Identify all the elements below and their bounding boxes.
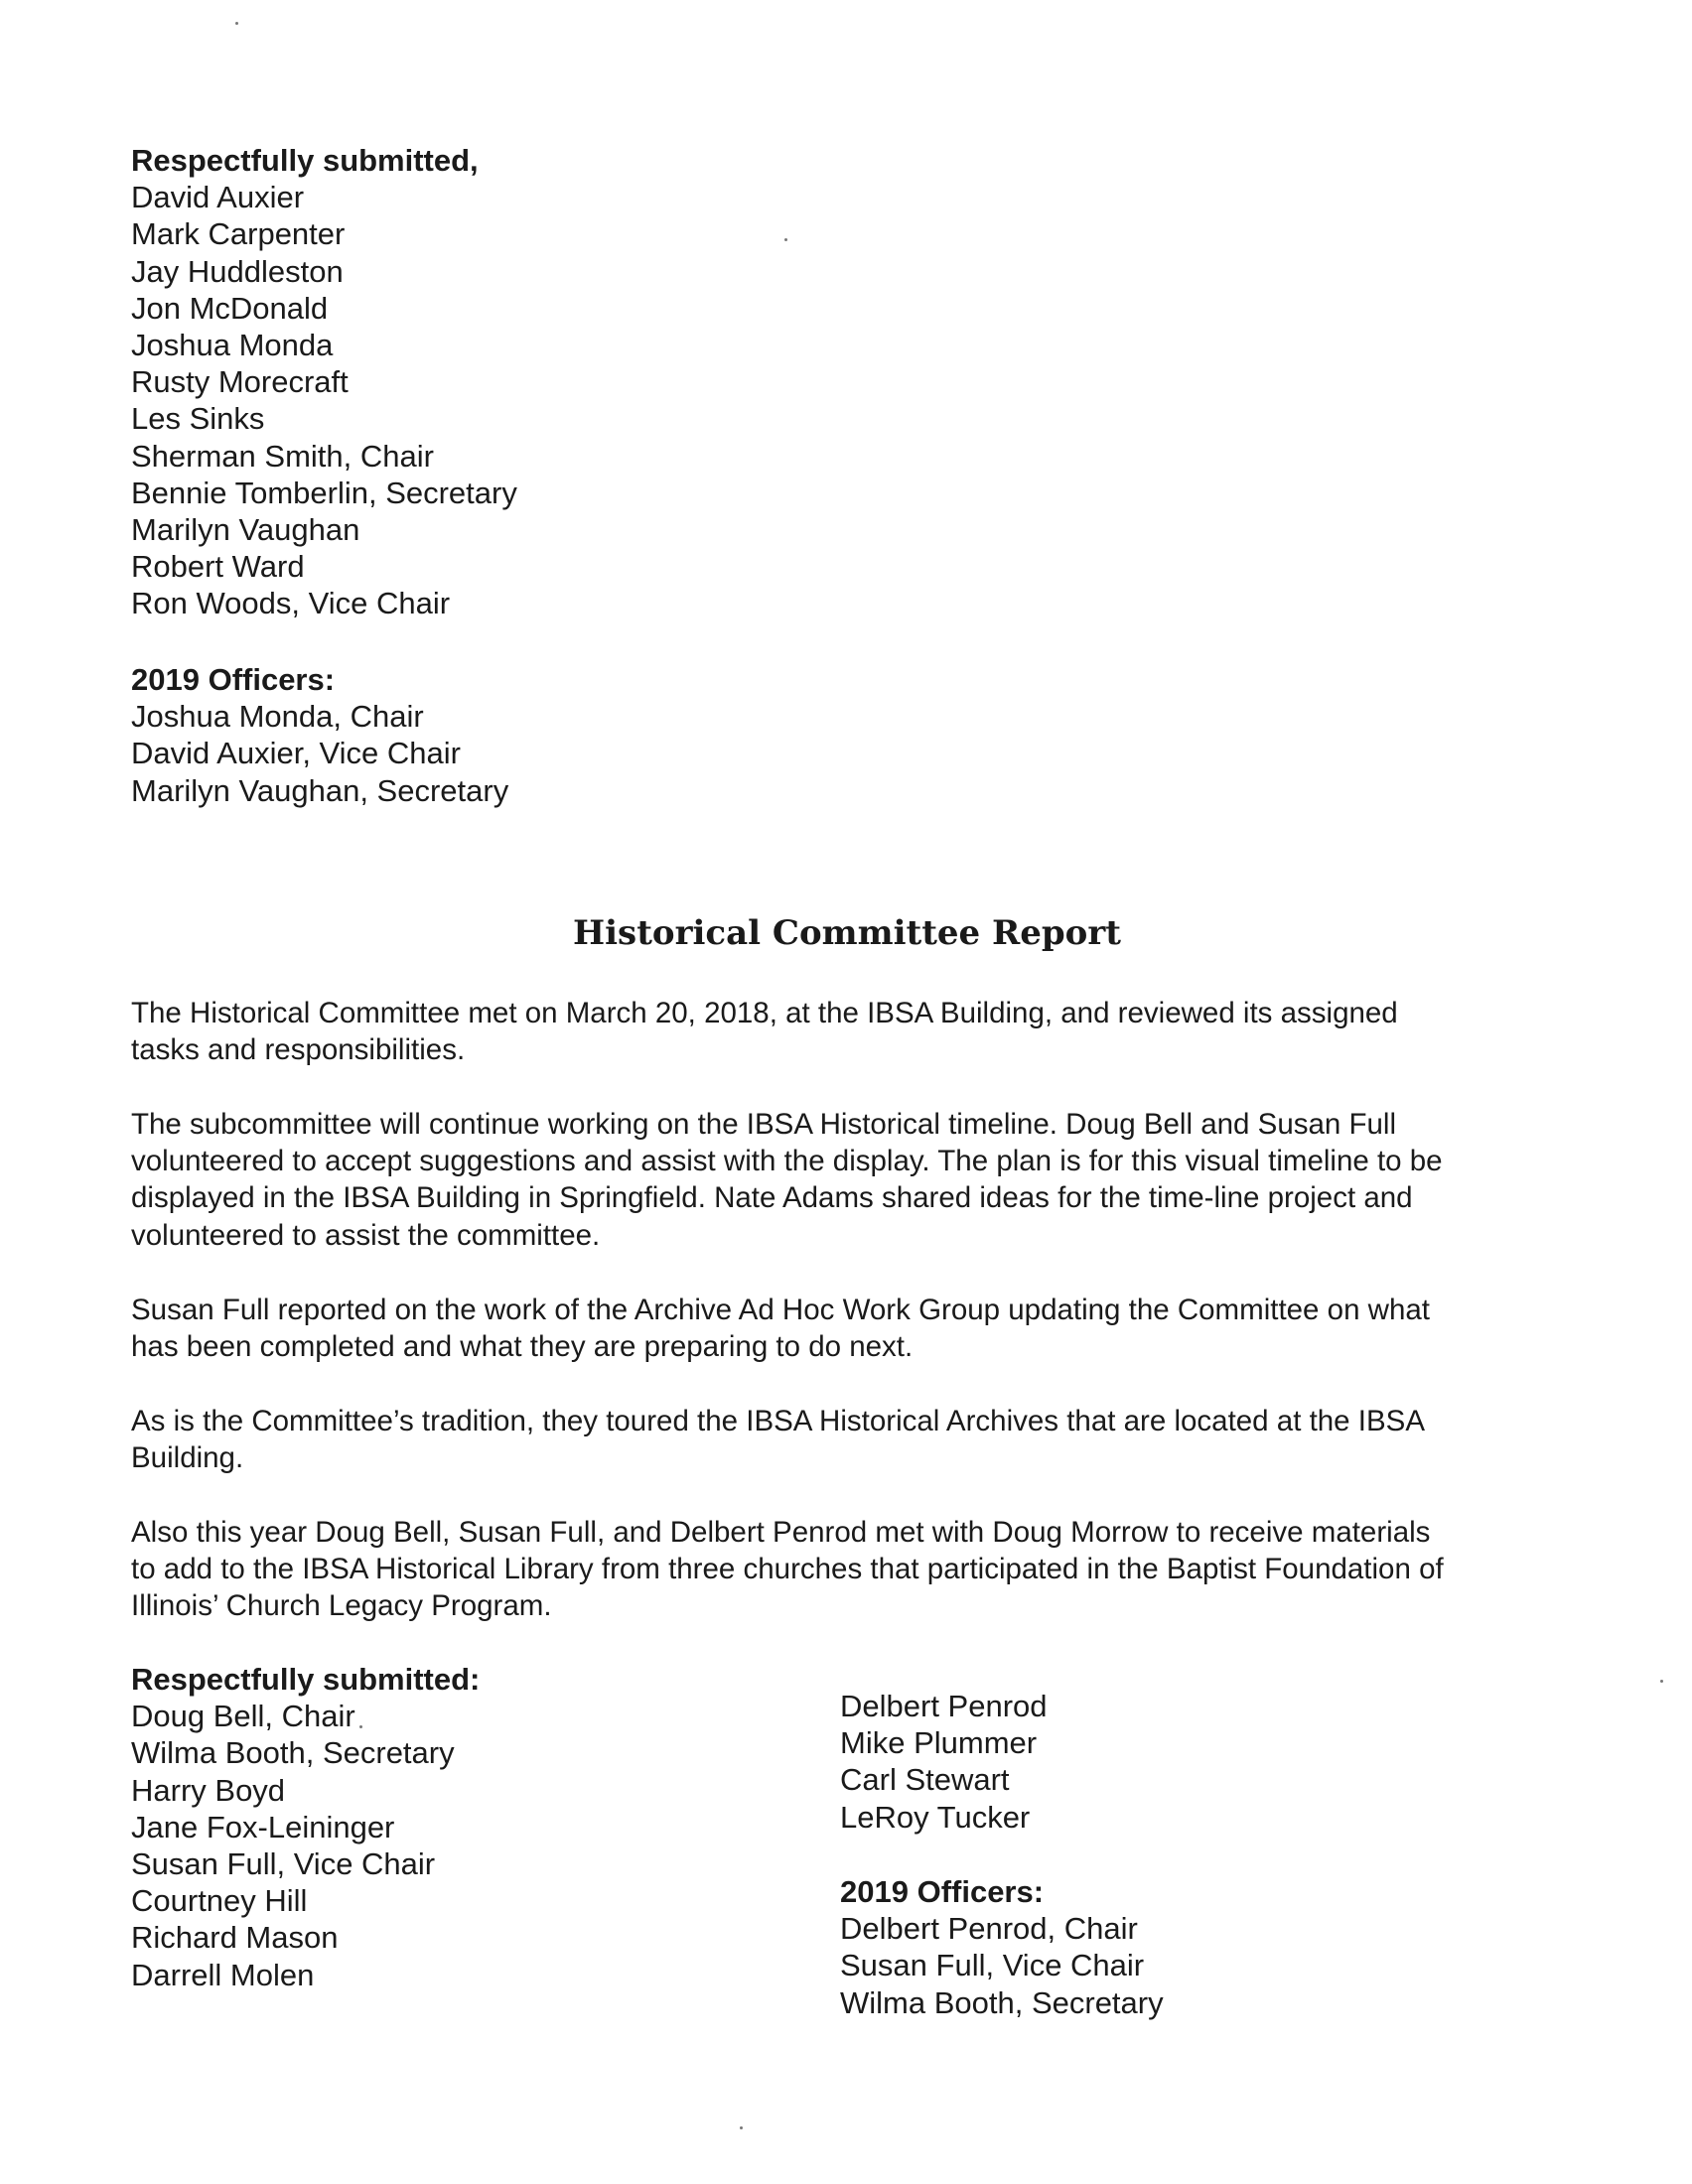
top-member: Joshua Monda (131, 328, 334, 363)
bottom-member: LeRoy Tucker (840, 1799, 1031, 1835)
paragraph-line: Building. (131, 1441, 244, 1475)
bottom-officers-block (840, 1873, 1164, 2021)
top-submitted-heading: Respectfully submitted, (131, 143, 479, 178)
paragraph-line: displayed in the IBSA Building in Springfield. Nate Adams shared ideas for the time-line project and (131, 1181, 1413, 1215)
bottom-officers-heading: 2019 Officers: (840, 1874, 1045, 1909)
top-officers-block (131, 661, 508, 809)
top-member: Ron Woods, Vice Chair (131, 586, 451, 621)
top-member: Jay Huddleston (131, 253, 344, 289)
paragraph-line: Illinois’ Church Legacy Program. (131, 1589, 552, 1623)
bottom-member: Richard Mason (131, 1920, 339, 1956)
scan-speck (235, 22, 238, 25)
top-officer: Marilyn Vaughan, Secretary (131, 772, 509, 808)
bottom-member: Wilma Booth, Secretary (131, 1735, 455, 1771)
bottom-members-right-block (840, 1688, 1048, 1836)
bottom-officer: Wilma Booth, Secretary (840, 1984, 1164, 2020)
paragraph-line: Susan Full reported on the work of the Archive Ad Hoc Work Group updating the Committee on what (131, 1294, 1430, 1326)
paragraph-line: to add to the IBSA Historical Library from three churches that participated in the Baptist Foundation of (131, 1553, 1444, 1586)
bottom-member: Doug Bell, Chair (131, 1699, 355, 1734)
top-member: Rusty Morecraft (131, 364, 349, 400)
scan-speck (740, 2126, 743, 2129)
top-member: Sherman Smith, Chair (131, 438, 434, 474)
top-member: Mark Carpenter (131, 216, 346, 252)
bottom-members-left-block (131, 1661, 480, 1993)
paragraph-line: Also this year Doug Bell, Susan Full, and Delbert Penrod met with Doug Morrow to receive materials (131, 1516, 1431, 1549)
report-paragraph-5 (131, 1514, 1571, 1625)
bottom-member: Courtney Hill (131, 1883, 308, 1919)
bottom-submitted-heading: Respectfully submitted: (131, 1662, 481, 1697)
paragraph-line: As is the Committee’s tradition, they toured the IBSA Historical Archives that are located at the IBSA (131, 1405, 1426, 1437)
paragraph-line: The subcommittee will continue working on the IBSA Historical timeline. Doug Bell and Susan Full (131, 1108, 1397, 1141)
scan-speck (784, 238, 787, 241)
top-member: Robert Ward (131, 549, 305, 585)
bottom-member: Darrell Molen (131, 1957, 315, 1992)
report-paragraph-4 (131, 1403, 1571, 1476)
top-member: David Auxier (131, 180, 305, 215)
bottom-member: Delbert Penrod (840, 1689, 1048, 1723)
top-officer: David Auxier, Vice Chair (131, 736, 461, 771)
report-paragraph-2 (131, 1106, 1571, 1254)
paragraph-line: tasks and responsibilities. (131, 1033, 466, 1067)
report-paragraph-3 (131, 1292, 1571, 1365)
bottom-member: Susan Full, Vice Chair (131, 1846, 436, 1882)
bottom-officer: Susan Full, Vice Chair (840, 1948, 1145, 1983)
bottom-member: Harry Boyd (131, 1772, 286, 1808)
scan-speck (359, 1725, 362, 1728)
bottom-member: Mike Plummer (840, 1725, 1038, 1761)
top-member: Bennie Tomberlin, Secretary (131, 475, 517, 510)
paragraph-line: volunteered to assist the committee. (131, 1218, 601, 1252)
bottom-member: Jane Fox-Leininger (131, 1809, 395, 1844)
bottom-member: Carl Stewart (840, 1762, 1010, 1798)
paragraph-line: volunteered to accept suggestions and assist with the display. The plan is for this visual timeline to be (131, 1145, 1443, 1178)
report-paragraph-1 (131, 995, 1571, 1068)
top-officer: Joshua Monda, Chair (131, 699, 424, 735)
top-members-block (131, 142, 517, 622)
paragraph-line: has been completed and what they are preparing to do next. (131, 1330, 914, 1364)
paragraph-line: The Historical Committee met on March 20, 2018, at the IBSA Building, and reviewed its assigned (131, 997, 1398, 1029)
top-member: Les Sinks (131, 401, 265, 437)
top-member: Marilyn Vaughan (131, 512, 360, 548)
scan-speck (1660, 1680, 1663, 1683)
report-title: Historical Committee Report (573, 913, 1121, 953)
top-member: Jon McDonald (131, 290, 329, 326)
bottom-officer: Delbert Penrod, Chair (840, 1911, 1138, 1947)
top-officers-heading: 2019 Officers: (131, 662, 336, 697)
